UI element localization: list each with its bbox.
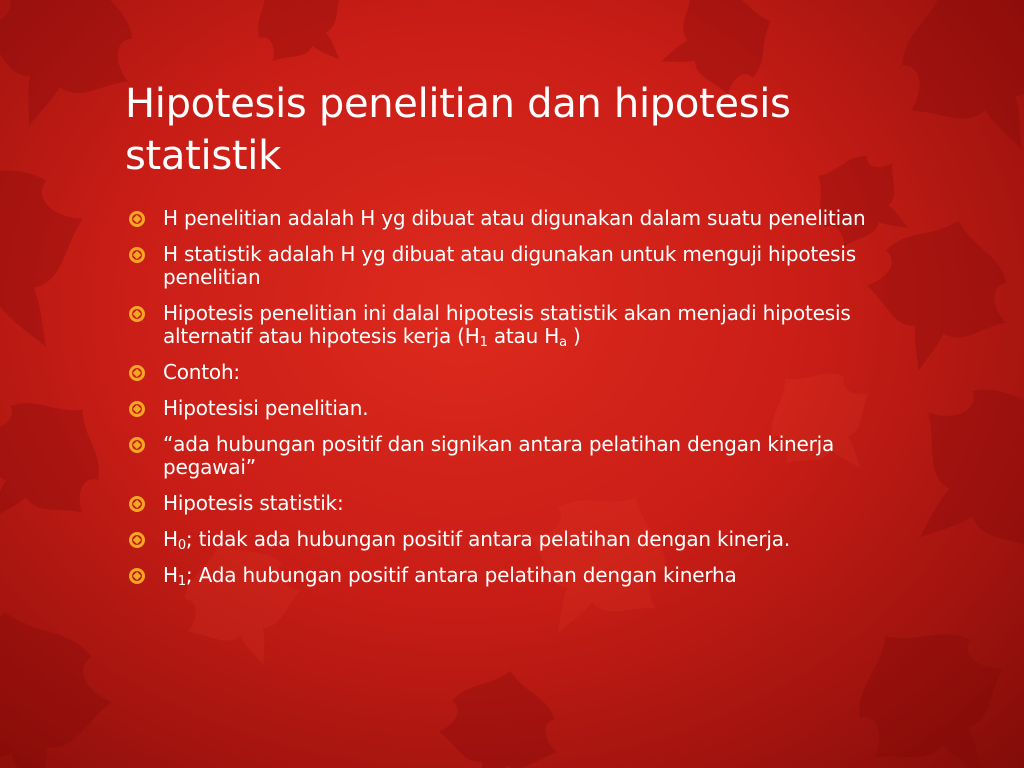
list-item	[125, 207, 915, 230]
bullet-text: Hipotesis statistik:	[163, 491, 344, 515]
bullet-text-pre: H	[163, 563, 178, 587]
bullet-text-post: ; Ada hubungan positif antara pelatihan dengan kinerha	[185, 563, 737, 587]
slide-title: Hipotesis penelitian dan hipotesis statistik	[125, 81, 791, 179]
circle-diamond-bullet-icon	[129, 532, 145, 548]
list-item	[125, 433, 915, 479]
bullet-text-pre: H	[163, 527, 178, 551]
circle-diamond-bullet-icon	[129, 437, 145, 453]
circle-diamond-bullet-icon	[129, 211, 145, 227]
bullet-text: H statistik adalah H yg dibuat atau digunakan untuk menguji hipotesis penelitian	[163, 242, 856, 289]
circle-diamond-bullet-icon	[129, 247, 145, 263]
circle-diamond-bullet-icon	[129, 365, 145, 381]
subscript: 0	[177, 538, 186, 553]
bullet-text-mid: atau H	[487, 324, 560, 348]
bullet-list	[125, 207, 915, 600]
list-item	[125, 361, 915, 384]
subscript: a	[559, 335, 567, 350]
circle-diamond-bullet-icon	[129, 401, 145, 417]
list-item	[125, 243, 915, 289]
bullet-text: Hipotesisi penelitian.	[163, 396, 369, 420]
list-item	[125, 564, 915, 587]
bullet-text-pre: Hipotesis penelitian ini dalal hipotesis statistik akan menjadi hipotesis alternatif atau hipotesis kerja (H	[163, 301, 851, 348]
bullet-text-post: )	[566, 324, 581, 348]
bullet-text: Contoh:	[163, 360, 240, 384]
subscript: 1	[177, 574, 186, 589]
circle-diamond-bullet-icon	[129, 496, 145, 512]
bullet-text-post: ; tidak ada hubungan positif antara pelatihan dengan kinerja.	[185, 527, 790, 551]
circle-diamond-bullet-icon	[129, 306, 145, 322]
bullet-text: H penelitian adalah H yg dibuat atau digunakan dalam suatu penelitian	[163, 206, 866, 230]
circle-diamond-bullet-icon	[129, 568, 145, 584]
bullet-text: “ada hubungan positif dan signikan antara pelatihan dengan kinerja pegawai”	[163, 432, 835, 479]
list-item	[125, 302, 915, 348]
list-item	[125, 492, 915, 515]
subscript: 1	[479, 335, 488, 350]
list-item	[125, 397, 915, 420]
list-item	[125, 528, 915, 551]
